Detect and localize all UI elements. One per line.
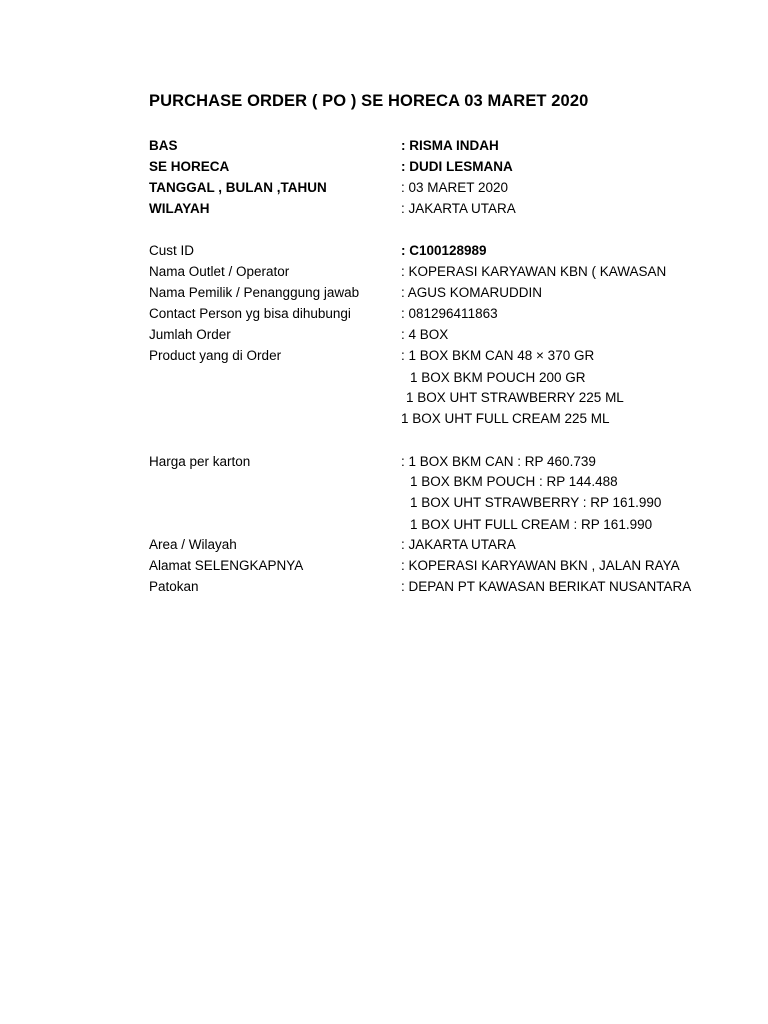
info-row-owner (0, 285, 768, 305)
info-row-landmark (0, 579, 768, 599)
bas-value: : RISMA INDAH (401, 138, 499, 153)
contact-value: : 081296411863 (401, 306, 498, 321)
bas-label: BAS (149, 138, 178, 153)
owner-value: : AGUS KOMARUDDIN (401, 285, 543, 300)
info-row-qty (0, 327, 768, 347)
region-value: : JAKARTA UTARA (401, 201, 516, 216)
info-row-area (0, 537, 768, 557)
qty-value: : 4 BOX (401, 327, 449, 342)
page-title: PURCHASE ORDER ( PO ) SE HORECA 03 MARET 2020 (149, 92, 589, 110)
outlet-label: Nama Outlet / Operator (149, 264, 290, 279)
product-row (0, 370, 768, 390)
prices-label: Harga per karton (149, 454, 251, 469)
product-item: 1 BOX BKM POUCH 200 GR (410, 370, 586, 385)
qty-label: Jumlah Order (149, 327, 231, 342)
price-row (0, 474, 768, 494)
product-item: : 1 BOX BKM CAN 48 × 370 GR (401, 348, 595, 363)
price-item: : 1 BOX BKM CAN : RP 460.739 (401, 454, 596, 469)
product-item: 1 BOX UHT STRAWBERRY 225 ML (406, 390, 624, 405)
contact-label: Contact Person yg bisa dihubungi (149, 306, 351, 321)
product-row (0, 411, 768, 431)
price-item: 1 BOX UHT FULL CREAM : RP 161.990 (410, 517, 653, 532)
landmark-label: Patokan (149, 579, 199, 594)
price-row (0, 495, 768, 515)
product-item: 1 BOX UHT FULL CREAM 225 ML (401, 411, 610, 426)
se-horeca-label: SE HORECA (149, 159, 230, 174)
info-row-outlet (0, 264, 768, 284)
price-item: 1 BOX BKM POUCH : RP 144.488 (410, 474, 618, 489)
info-row-prices (0, 454, 768, 474)
price-row (0, 517, 768, 537)
info-row-contact (0, 306, 768, 326)
date-value: : 03 MARET 2020 (401, 180, 509, 195)
area-label: Area / Wilayah (149, 537, 237, 552)
info-row-bas (0, 138, 768, 158)
address-value: : KOPERASI KARYAWAN BKN , JALAN RAYA (401, 558, 680, 573)
address-label: Alamat SELENGKAPNYA (149, 558, 304, 573)
cust-id-label: Cust ID (149, 243, 195, 258)
info-row-cust-id (0, 243, 768, 263)
outlet-value: : KOPERASI KARYAWAN KBN ( KAWASAN (401, 264, 667, 279)
info-row-address (0, 558, 768, 578)
date-label: TANGGAL , BULAN ,TAHUN (149, 180, 327, 195)
info-row-region (0, 201, 768, 221)
landmark-value: : DEPAN PT KAWASAN BERIKAT NUSANTARA (401, 579, 692, 594)
products-label: Product yang di Order (149, 348, 282, 363)
se-horeca-value: : DUDI LESMANA (401, 159, 513, 174)
info-row-se-horeca (0, 159, 768, 179)
cust-id-value: : C100128989 (401, 243, 487, 258)
price-item: 1 BOX UHT STRAWBERRY : RP 161.990 (410, 495, 662, 510)
area-value: : JAKARTA UTARA (401, 537, 516, 552)
region-label: WILAYAH (149, 201, 210, 216)
owner-label: Nama Pemilik / Penanggung jawab (149, 285, 360, 300)
info-row-date (0, 180, 768, 200)
info-row-products (0, 348, 768, 368)
product-row (0, 390, 768, 410)
